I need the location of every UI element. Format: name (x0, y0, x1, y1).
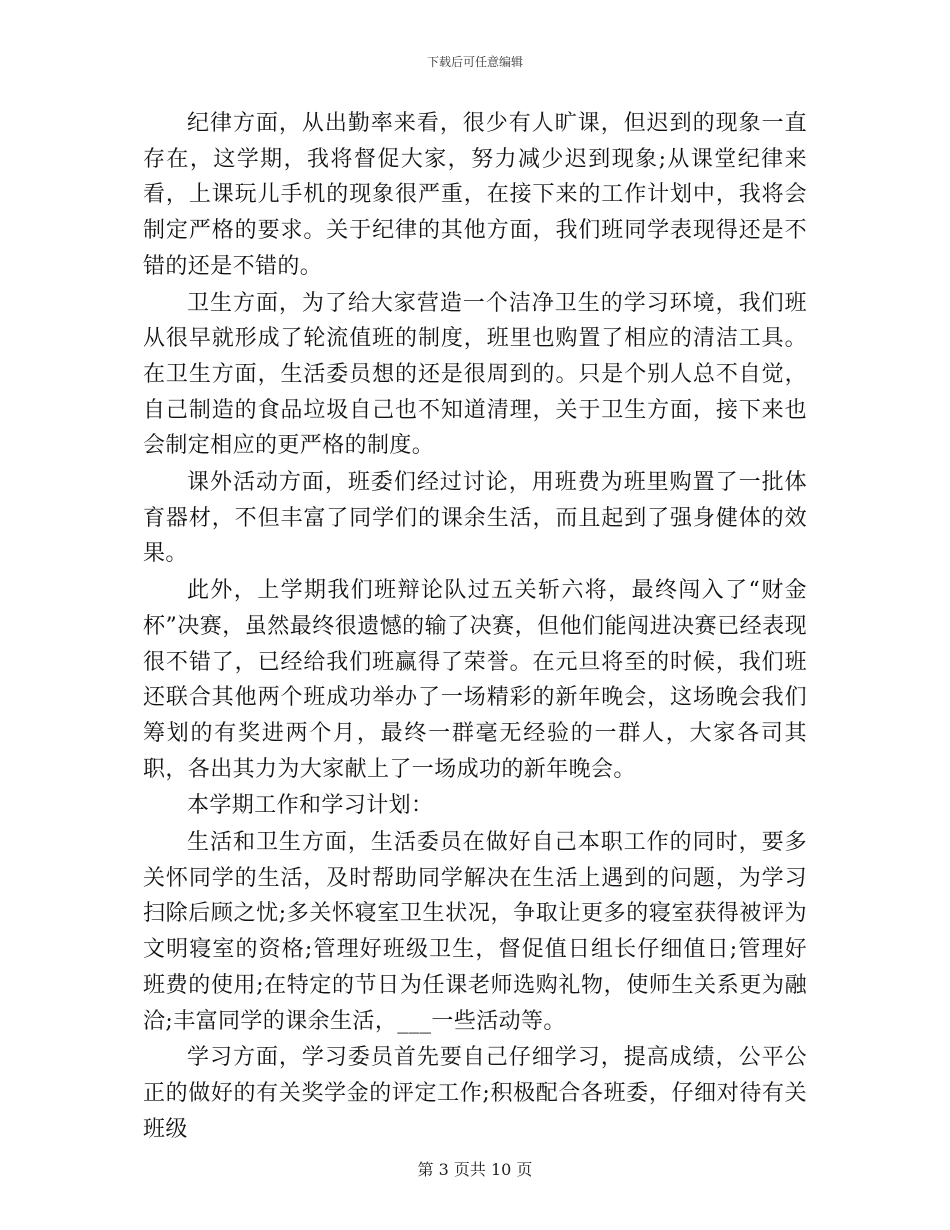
document-body (143, 106, 807, 1148)
paragraph-discipline: 纪律方面，从出勤率来看，很少有人旷课，但迟到的现象一直存在，这学期，我将督促大家，努力减少迟到现象;从课堂纪律来看，上课玩儿手机的现象很严重，在接下来的工作计划中，我将会制定严格的要求。关于纪律的其他方面，我们班同学表现得还是不错的还是不错的。 (143, 111, 807, 279)
page-footer: 第 3 页共 10 页 (417, 1160, 533, 1179)
paragraph-study-plan: 学习方面，学习委员首先要自己仔细学习，提高成绩，公平公正的做好的有关奖学金的评定工作;积极配合各班委，仔细对待有关班级 (143, 1045, 807, 1142)
paragraph-activities: 课外活动方面，班委们经过讨论，用班费为班里购置了一批体育器材，不但丰富了同学们的课余生活，而且起到了强身健体的效果。 (143, 470, 807, 567)
paragraph-achievements: 此外，上学期我们班辩论队过五关斩六将，最终闯入了“财金杯”决赛，虽然最终很遗憾的输了决赛，但他们能闯进决赛已经表现很不错了，已经给我们班赢得了荣誉。在元旦将至的时候，我们班还联合其他两个班成功举办了一场精彩的新年晚会，这场晚会我们筹划的有奖进两个月，最终一群毫无经验的一群人，大家各司其职，各出其力为大家献上了一场成功的新年晚会。 (143, 578, 807, 782)
paragraph-plan-heading: 本学期工作和学习计划： (187, 793, 434, 819)
paragraph-hygiene: 卫生方面，为了给大家营造一个洁净卫生的学习环境，我们班从很早就形成了轮流值班的制度，班里也购置了相应的清洁工具。在卫生方面，生活委员想的还是很周到的。只是个别人总不自觉，自己制造的食品垃圾自己也不知道清理，关于卫生方面，接下来也会制定相应的更严格的制度。 (143, 290, 807, 459)
paragraph-life-hygiene-plan: 生活和卫生方面，生活委员在做好自己本职工作的同时，要多关怀同学的生活，及时帮助同学解决在生活上遇到的问题，为学习扫除后顾之忧;多关怀寝室卫生状况，争取让更多的寝室获得被评为文明寝室的资格;管理好班级卫生，督促值日组长仔细值日;管理好班费的使用;在特定的节日为任课老师选购礼物，使师生关系更为融洽;丰富同学的课余生活，___一些活动等。 (143, 830, 807, 1034)
page-header: 下载后可任意编辑 (426, 55, 523, 69)
